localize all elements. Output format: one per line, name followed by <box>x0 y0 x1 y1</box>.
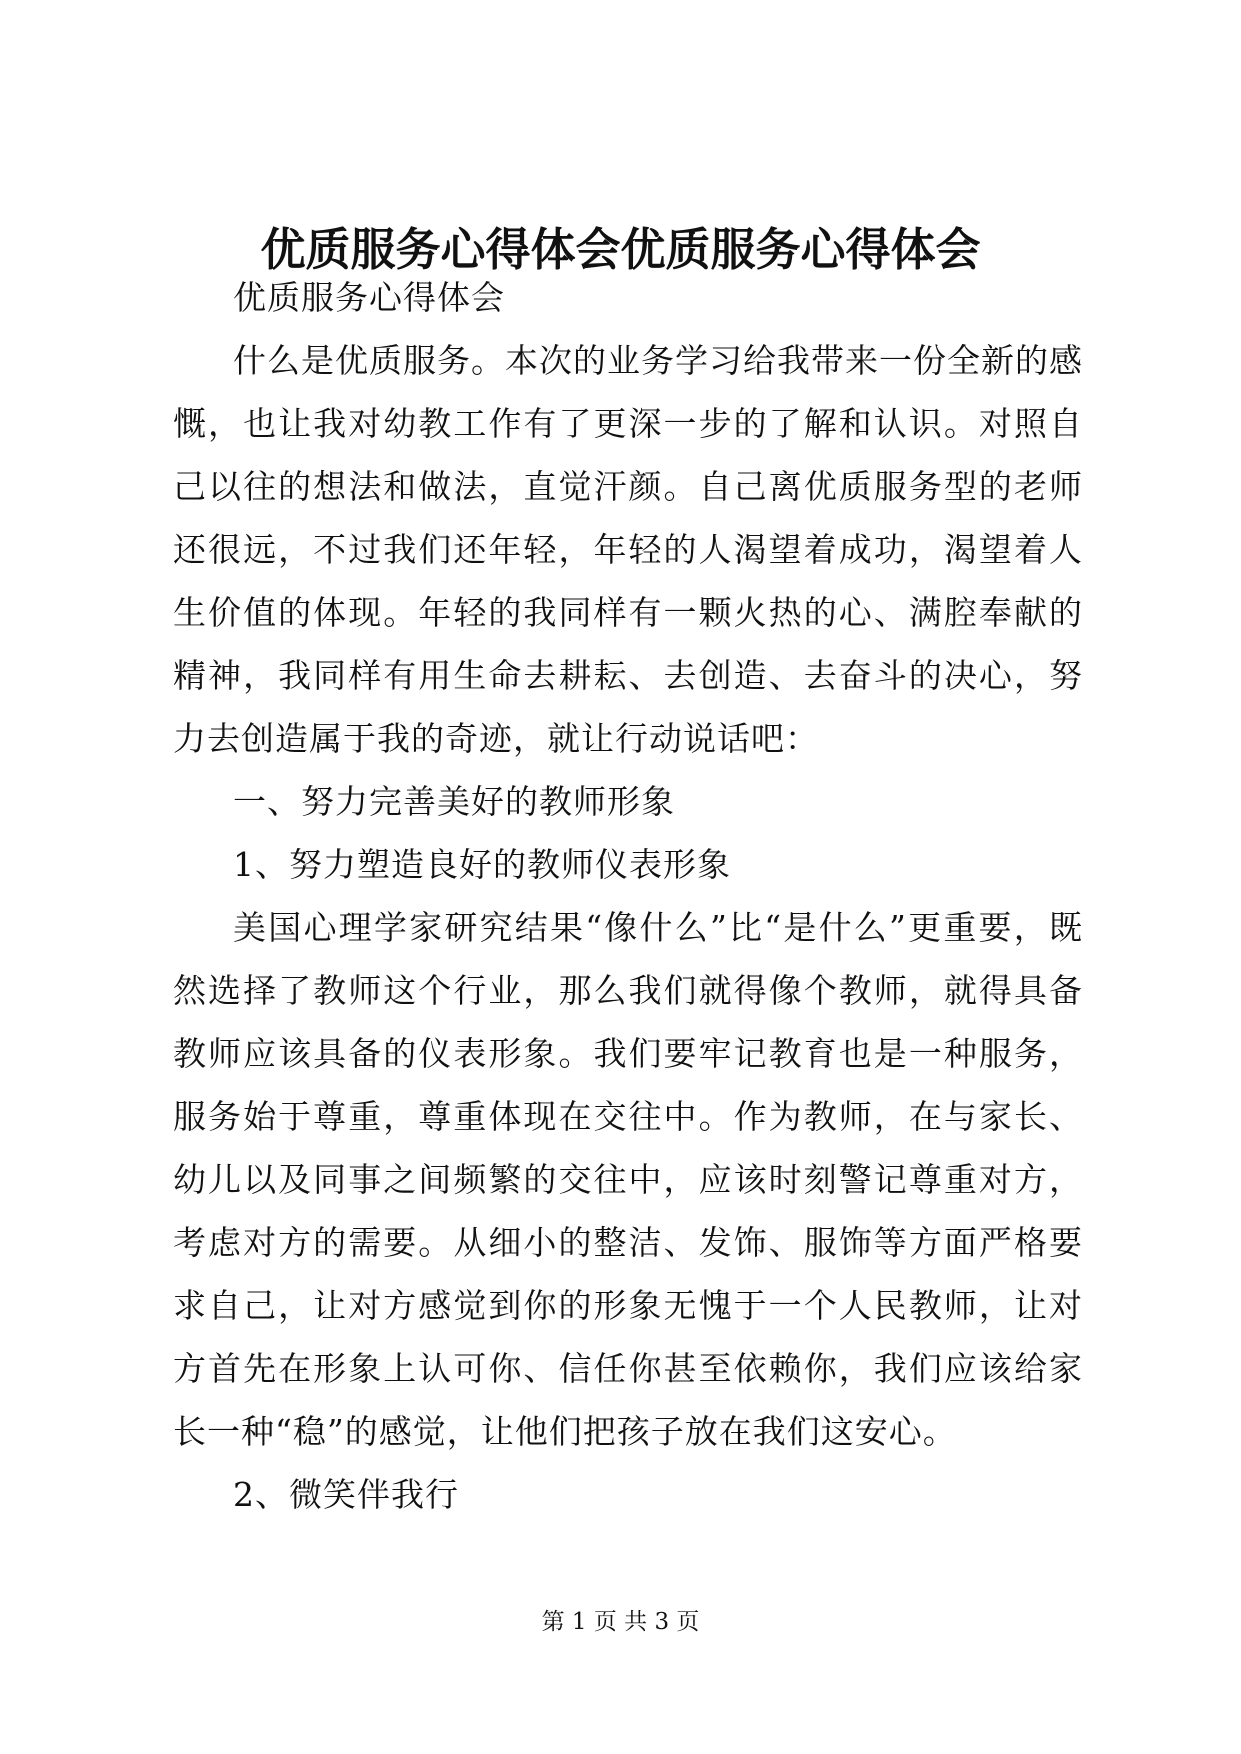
paragraph-appearance: 美国心理学家研究结果“像什么”比“是什么”更重要，既然选择了教师这个行业，那么我们就得像个教师，就得具备教师应该具备的仪表形象。我们要牢记教育也是一种服务，服务始于尊重，尊重体现在交往中。作为教师，在与家长、幼儿以及同事之间频繁的交往中，应该时刻警记尊重对方，考虑对方的需要。从细小的整洁、发饰、服饰等方面严格要求自己，让对方感觉到你的形象无愧于一个人民教师，让对方首先在形象上认可你、信任你甚至依赖你，我们应该给家长一种“稳”的感觉，让他们把孩子放在我们这安心。 <box>173 908 1083 1451</box>
subsection-heading-1: 1、努力塑造良好的教师仪表形象 <box>233 845 731 884</box>
section-heading-1: 一、努力完善美好的教师形象 <box>233 782 675 821</box>
paragraph-intro: 什么是优质服务。本次的业务学习给我带来一份全新的感慨，也让我对幼教工作有了更深一步的了解和认识。对照自己以往的想法和做法，直觉汗颜。自己离优质服务型的老师还很远，不过我们还年轻，年轻的人渴望着成功，渴望着人生价值的体现。年轻的我同样有一颗火热的心、满腔奉献的精神，我同样有用生命去耕耘、去创造、去奋斗的决心，努力去创造属于我的奇迹，就让行动说话吧： <box>173 341 1083 758</box>
document-title: 优质服务心得体会优质服务心得体会 <box>260 223 981 276</box>
subsection-heading-2: 2、微笑伴我行 <box>233 1475 459 1514</box>
page-footer: 第 1 页 共 3 页 <box>541 1609 700 1635</box>
document-body <box>173 266 1083 1526</box>
paragraph-subtitle: 优质服务心得体会 <box>233 278 505 317</box>
